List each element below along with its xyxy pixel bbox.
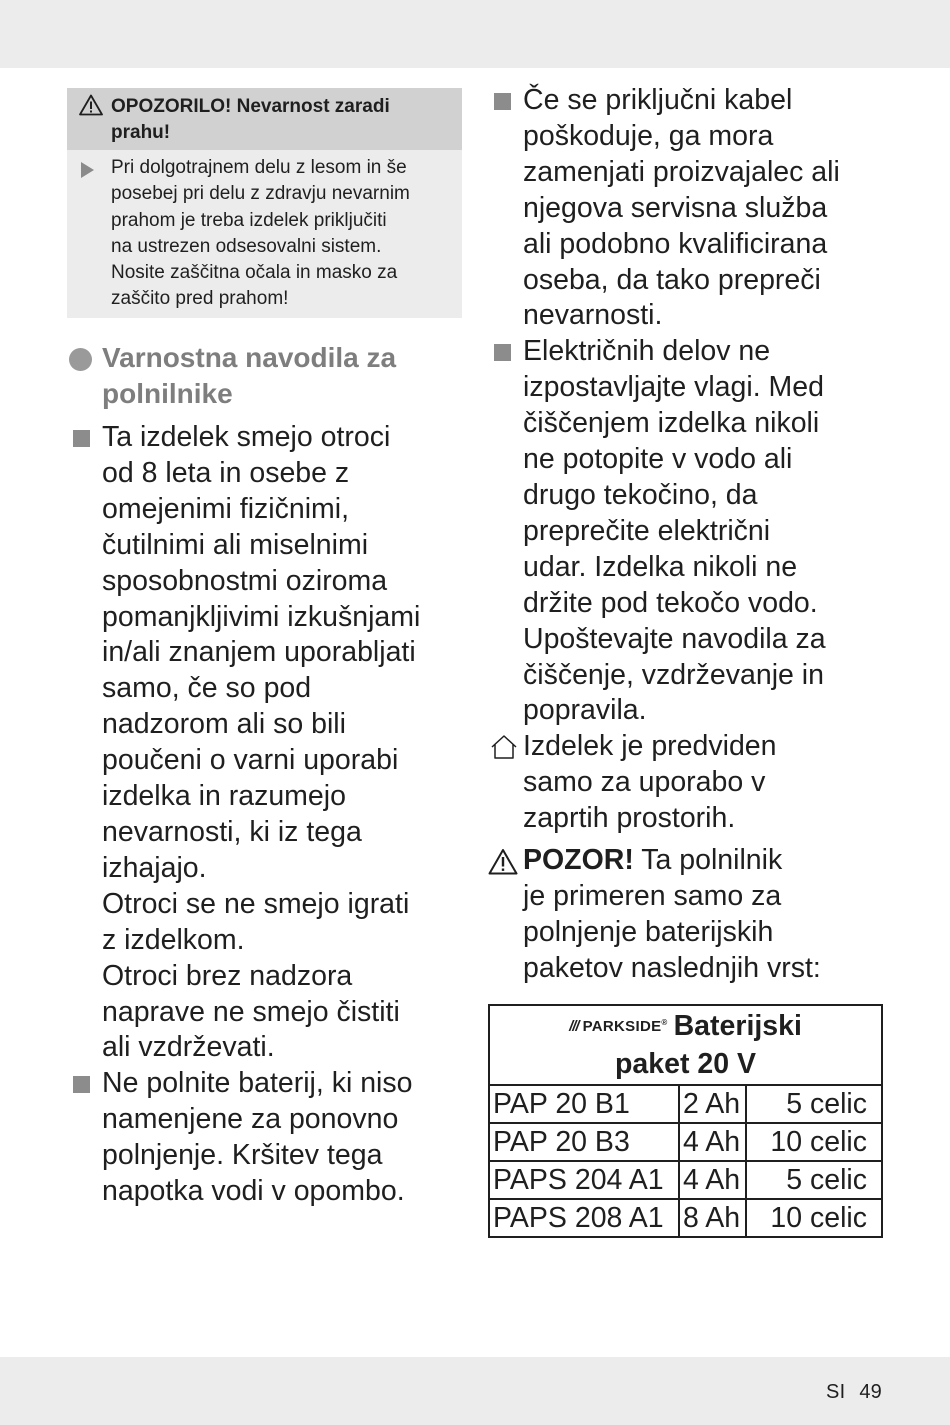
bullet-square-icon — [73, 1076, 90, 1093]
warning-heading-line: prahu! — [111, 122, 171, 143]
model-cell: PAP 20 B1 — [489, 1085, 679, 1123]
list-item-line: držite pod tekočo vodo. — [523, 586, 818, 619]
list-item-line: naprave ne smejo čistiti — [102, 995, 400, 1028]
dust-warning-box — [67, 88, 462, 318]
table-row — [489, 1161, 882, 1199]
list-item-line: čutilnimi ali miselnimi — [102, 528, 369, 561]
list-item-line: z izdelkom. — [102, 923, 245, 956]
list-item-line: nevarnosti. — [523, 299, 663, 332]
list-item-line: polnjenje. Kršitev tega — [102, 1139, 383, 1172]
list-item-line: sposobnostmi oziroma — [102, 564, 388, 597]
caution-note — [488, 843, 898, 987]
bullet-square-icon — [73, 430, 90, 447]
list-item-line: ali podobno kvalificirana — [523, 227, 828, 260]
caution-line: polnjenje baterijskih — [523, 915, 774, 948]
table-row — [489, 1123, 882, 1161]
indoor-note-line: zaprtih prostorih. — [523, 801, 736, 834]
list-item-line: samo, če so pod — [102, 672, 312, 705]
list-item-line: oseba, da tako prepreči — [523, 263, 821, 296]
list-item — [67, 420, 467, 1066]
footer-band — [0, 1357, 950, 1425]
list-item-line: omejenimi fizičnimi, — [102, 492, 350, 525]
warning-body-line: na ustrezen odsesovalni sistem. — [111, 235, 382, 257]
list-item-line: Če se priključni kabel — [523, 84, 793, 116]
warning-body-line: Nosite zaščitna očala in masko za — [111, 262, 398, 284]
table-row — [489, 1199, 882, 1237]
list-item-line: njegova servisna služba — [523, 191, 828, 224]
right-safety-list — [488, 83, 898, 729]
caution-line: paketov naslednjih vrst: — [523, 951, 821, 984]
capacity-cell: 4 Ah — [679, 1123, 746, 1161]
bullet-circle-icon — [69, 348, 92, 371]
list-item-line: popravila. — [523, 694, 647, 727]
model-cell: PAPS 208 A1 — [489, 1199, 679, 1237]
warning-triangle-icon — [79, 94, 103, 116]
indoor-note-line: Izdelek je predviden — [523, 730, 777, 762]
list-item-line: čiščenje, vzdrževanje in — [523, 658, 824, 691]
capacity-cell: 4 Ah — [679, 1161, 746, 1199]
list-item-line: poučeni o varni uporabi — [102, 744, 399, 777]
language-code: SI — [826, 1381, 846, 1403]
table-header-text: paket 20 V — [615, 1048, 756, 1080]
warning-body-line: posebej pri delu z zdravju nevarnim — [111, 183, 410, 205]
table-header — [489, 1005, 882, 1085]
capacity-cell: 8 Ah — [679, 1199, 746, 1237]
list-item-line: izhajajo. — [102, 851, 207, 884]
caution-label: POZOR! — [523, 844, 634, 876]
page-number: 49 — [859, 1381, 882, 1403]
cells-cell: 10 celic — [746, 1123, 882, 1161]
list-item — [488, 83, 898, 334]
list-item-line: zamenjati proizvajalec ali — [523, 155, 840, 188]
left-safety-list — [67, 420, 467, 1210]
dust-warning-heading — [67, 88, 462, 150]
capacity-cell: 2 Ah — [679, 1085, 746, 1123]
parkside-logo: /// PARKSIDE® — [569, 1018, 668, 1035]
list-item-line: izpostavljajte vlagi. Med — [523, 371, 824, 404]
section-title — [67, 340, 467, 412]
warning-triangle-icon — [488, 848, 518, 875]
list-item-line: Otroci se ne smejo igrati — [102, 887, 410, 920]
list-item-line: udar. Izdelka nikoli ne — [523, 550, 798, 583]
warning-body-line: prahom je treba izdelek priključiti — [111, 209, 387, 231]
cells-cell: 5 celic — [746, 1161, 882, 1199]
section-title-line: Varnostna navodila za — [102, 342, 397, 373]
list-item-line: Upoštevajte navodila za — [523, 622, 826, 655]
section-title-line: polnilnike — [102, 378, 233, 409]
house-icon — [489, 734, 519, 760]
list-item-line: namenjene za ponovno — [102, 1103, 399, 1136]
list-item — [67, 1066, 467, 1210]
bullet-square-icon — [494, 93, 511, 110]
model-cell: PAPS 204 A1 — [489, 1161, 679, 1199]
header-band — [0, 0, 950, 68]
warning-heading-line: OPOZORILO! Nevarnost zaradi — [111, 96, 390, 117]
list-item-line: Otroci brez nadzora — [102, 959, 353, 992]
cells-cell: 5 celic — [746, 1085, 882, 1123]
list-item — [488, 334, 898, 729]
list-item-line: Ta izdelek smejo otroci — [102, 421, 391, 453]
table-header-row — [489, 1005, 882, 1085]
page-footer — [826, 1381, 882, 1404]
list-item-line: drugo tekočino, da — [523, 478, 758, 511]
bullet-square-icon — [494, 344, 511, 361]
indoor-note-line: samo za uporabo v — [523, 765, 766, 798]
list-item-line: čiščenjem izdelka nikoli — [523, 407, 820, 440]
warning-body-line: zaščito pred prahom! — [111, 288, 289, 310]
list-item-line: pomanjkljivimi izkušnjami — [102, 600, 421, 633]
arrow-right-icon — [81, 162, 94, 178]
battery-pack-table — [488, 1004, 883, 1238]
table-header-text: Baterijski — [673, 1010, 802, 1043]
caution-line: je primeren samo za — [523, 879, 782, 912]
warning-body-line: Pri dolgotrajnem delu z lesom in še — [111, 157, 407, 178]
charger-safety-section — [67, 340, 467, 412]
list-item-line: poškoduje, ga mora — [523, 119, 774, 152]
caution-text: Ta polnilnik — [633, 844, 783, 876]
list-item-line: ali vzdrževati. — [102, 1031, 275, 1064]
list-item-line: izdelka in razumejo — [102, 780, 346, 813]
list-item-line: napotka vodi v opombo. — [102, 1175, 405, 1208]
list-item-line: in/ali znanjem uporabljati — [102, 636, 416, 669]
list-item-line: Električnih delov ne — [523, 335, 771, 368]
list-item-line: nevarnosti, ki iz tega — [102, 815, 362, 848]
model-cell: PAP 20 B3 — [489, 1123, 679, 1161]
list-item-line: ne potopite v vodo ali — [523, 443, 793, 476]
cells-cell: 10 celic — [746, 1199, 882, 1237]
indoor-use-note — [488, 729, 898, 837]
list-item-line: preprečite električni — [523, 514, 771, 547]
table-row — [489, 1085, 882, 1123]
list-item-line: od 8 leta in osebe z — [102, 456, 350, 489]
list-item-line: nadzorom ali so bili — [102, 708, 346, 741]
dust-warning-body — [67, 150, 462, 313]
list-item-line: Ne polnite baterij, ki niso — [102, 1067, 413, 1100]
